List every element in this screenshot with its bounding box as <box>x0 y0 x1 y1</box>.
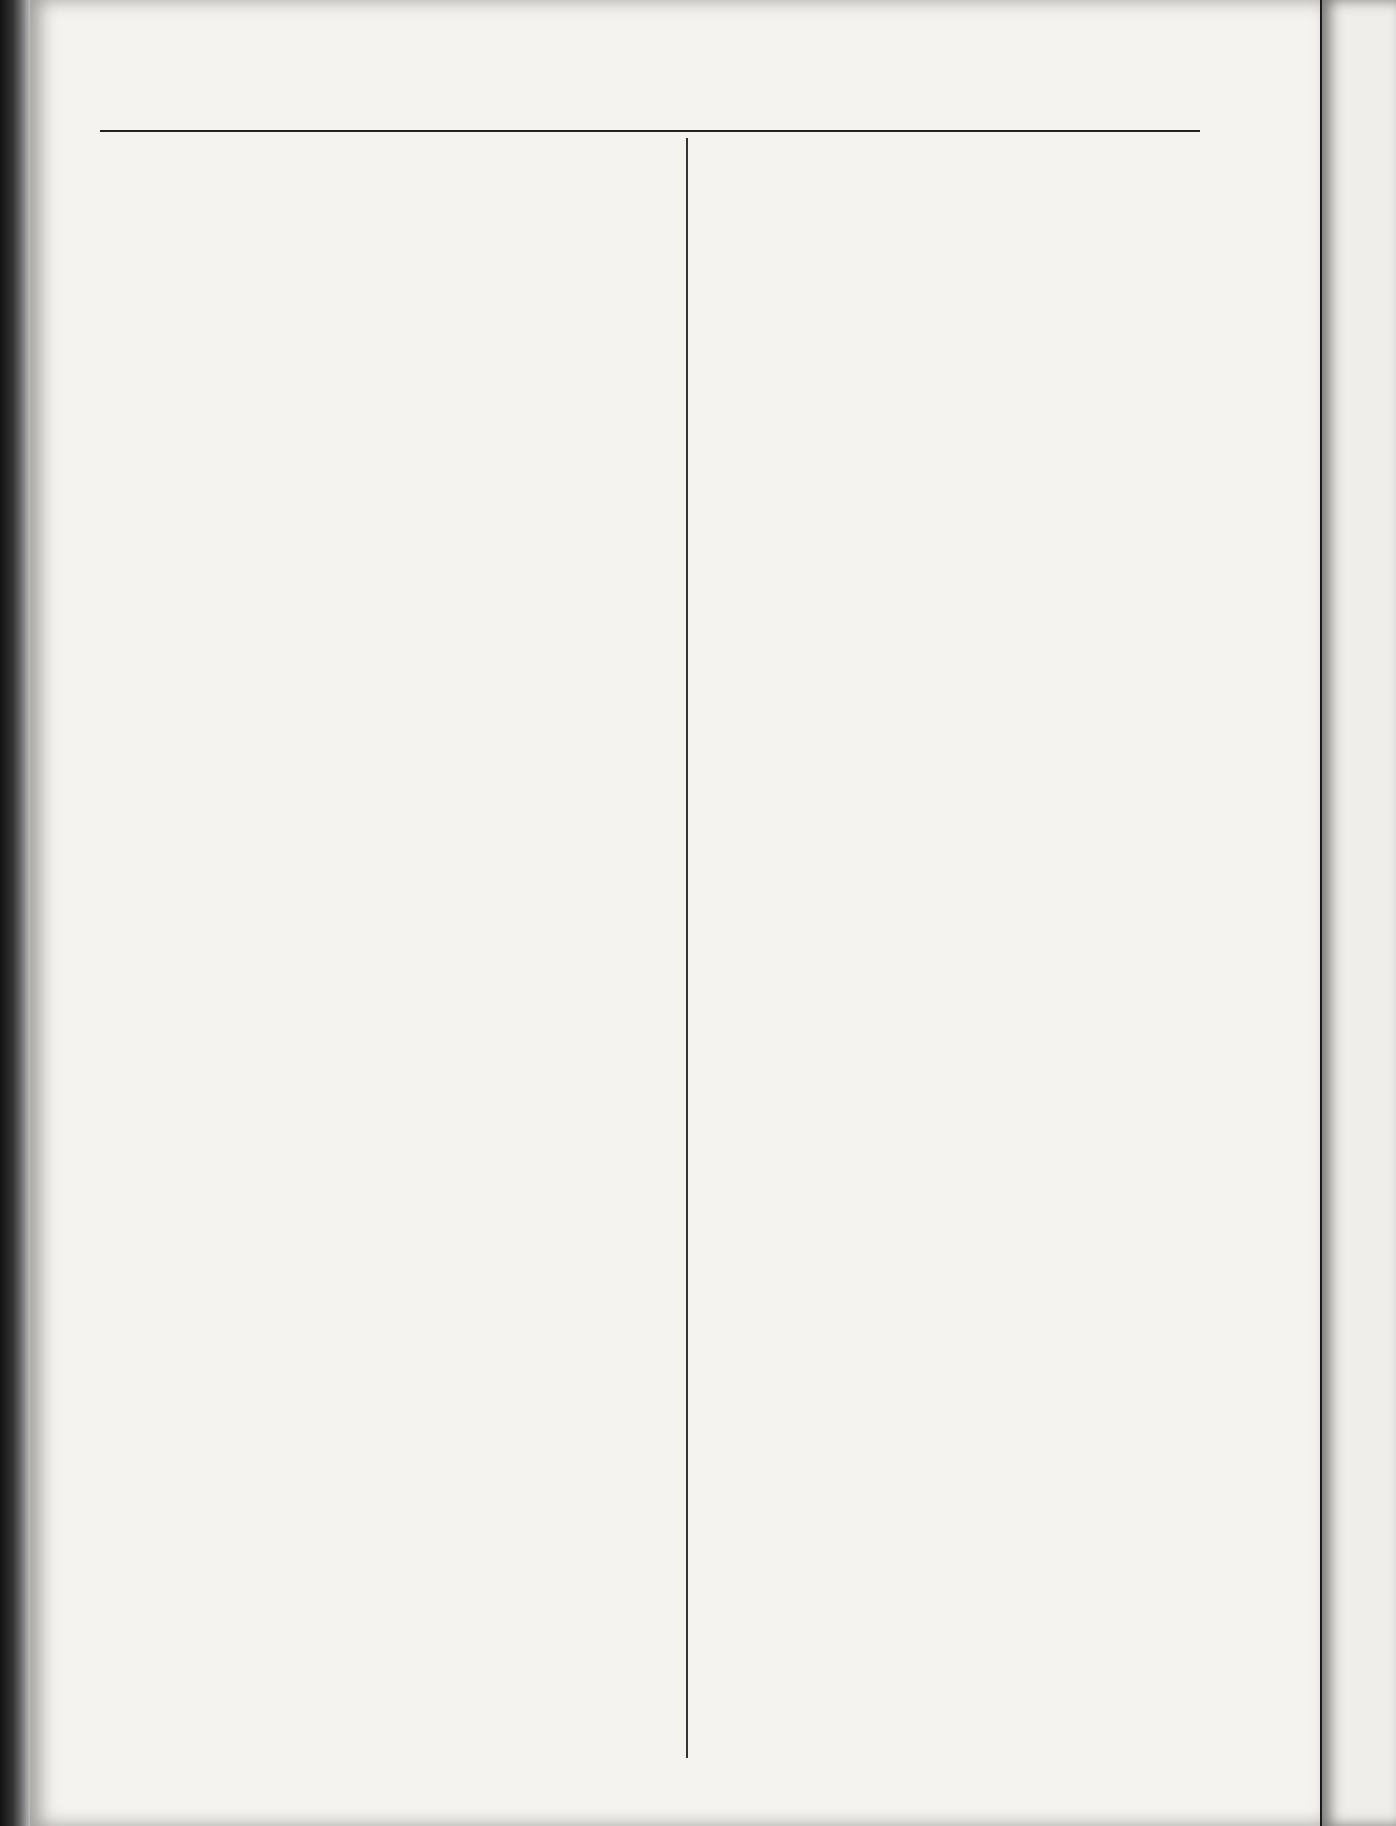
running-header <box>100 78 1200 132</box>
column-rule <box>686 138 688 1758</box>
book-binding <box>0 0 32 1826</box>
adjacent-page-edge <box>1322 0 1396 1826</box>
book-page <box>30 0 1320 1826</box>
